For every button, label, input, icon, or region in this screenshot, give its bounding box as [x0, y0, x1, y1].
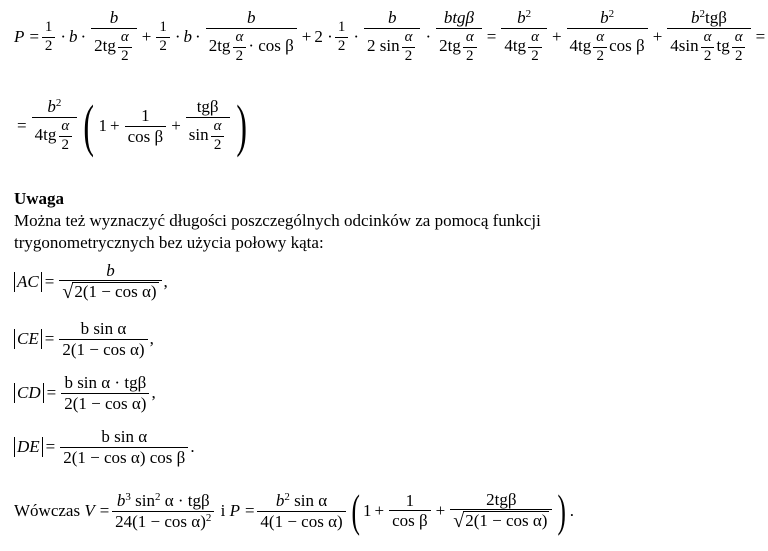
v-lhs: V = — [84, 501, 111, 520]
formula-p-line2: = $b^2$ 4tg $\frac{\alpha}{2}$ ( 1 + $\frac{1}{\text{cos β}}$ + tgβ sin $\frac{\alpha}{2}$ ) — [14, 80, 251, 172]
note-line1: Można też wyznaczyć długości poszczególnych odcinków za pomocą funkcji — [14, 211, 541, 230]
frac-p-final: $\frac{b^2 \sin \alpha}{\text{4(1 − cos α)}}$ — [257, 492, 345, 531]
frac-b2-4tg-cos: $b^2$ 4tg $\frac{\alpha}{2}$ cos β — [567, 9, 648, 64]
and-word: i — [220, 501, 226, 520]
ce-label: CE — [14, 329, 42, 349]
cd-label: CD — [14, 383, 44, 403]
ac-label: AC — [14, 272, 42, 292]
frac-b-2tg-cos: b 2tg $\frac{\alpha}{2}$ · cos β — [206, 9, 297, 64]
formula-p-line1: P = $\frac{1}{2}$ · b · b 2tg $\frac{\alpha}{2}$ + $\frac{1}{2}$ · b · b 2tg $\frac{\alpha}{2}$ · cos β + 2 · 1 2 · b 2 sin $\frac{\alpha}{2}$ · btgβ 2tg $\frac{\alpha}{2}$ = $b^2$ 4tg $\frac{\alpha}{2}$ + $b^2$ 4tg $\frac{\alpha}{2}$ cos β + $b^2tg\beta$ 4sin $\frac{\alpha}{2}$ tg $\frac{\alpha}{2}$ = — [14, 8, 766, 64]
p-lhs: P = — [14, 27, 40, 46]
frac-de: $\frac{\text{b sin α}}{\text{2(1 − cos α) cos β}}$ — [60, 428, 188, 467]
frac-v: $b^3$ $\sin^2 \alpha \cdot tg\beta$ $24(1 - \cos \alpha)^2$ — [112, 492, 214, 531]
formula-ac: AC = b √ 2(1 − cos α) , — [14, 256, 168, 308]
final-paren-group: ( 1 + $\frac{1}{\text{cos β}}$ + 2tgβ √ 2(1 − cos α) ) — [351, 485, 567, 537]
formula-final: Wówczas V = $b^3$ $\sin^2 \alpha \cdot tg\beta$ $24(1 - \cos \alpha)^2$ i P = $\frac{b^2 \sin \alpha}{\text{4(1 − cos α)}}$ ( 1 + $\frac{1}{\text{cos β}}$ + 2tgβ √ 2(1 − cos α) ) . — [14, 485, 575, 537]
p-final-lhs: P = — [229, 501, 256, 520]
frac-b2-4tg-factor: $b^2$ 4tg $\frac{\alpha}{2}$ — [32, 98, 78, 153]
frac-ce: $\frac{\text{b sin α}}{\text{2(1 − cos α)}}$ — [59, 320, 147, 359]
formula-ce: CE = $\frac{\text{b sin α}}{\text{2(1 − cos α)}}$ , — [14, 314, 154, 364]
formula-cd: CD = b sin α · tgβ 2(1 − cos α) , — [14, 368, 156, 418]
de-label: DE — [14, 437, 43, 457]
frac-half-3: 1 2 — [335, 20, 349, 55]
frac-half-2: $\frac{1}{2}$ — [156, 20, 170, 55]
frac-half-1: $\frac{1}{2}$ — [42, 20, 56, 55]
paren-group: ( 1 + $\frac{1}{\text{cos β}}$ + tgβ sin $\frac{\alpha}{2}$ ) — [83, 92, 247, 158]
frac-b2-4tg: $b^2$ 4tg $\frac{\alpha}{2}$ — [501, 9, 547, 64]
frac-b-2sin: b 2 sin $\frac{\alpha}{2}$ — [364, 9, 420, 64]
frac-b2tgb-4sin-tg: $b^2tg\beta$ 4sin $\frac{\alpha}{2}$ tg $\frac{\alpha}{2}$ — [667, 9, 750, 64]
frac-btgb-2tg: btgβ 2tg $\frac{\alpha}{2}$ — [436, 9, 482, 64]
final-prefix: Wówczas — [14, 501, 81, 520]
formula-de: DE = $\frac{\text{b sin α}}{\text{2(1 − cos α) cos β}}$ . — [14, 422, 195, 472]
note-line2: trygonometrycznych bez użycia połowy kąta: — [14, 233, 324, 252]
frac-b-2tg: b 2tg $\frac{\alpha}{2}$ — [91, 9, 137, 64]
frac-cd: b sin α · tgβ 2(1 − cos α) — [61, 374, 149, 413]
frac-ac: b √ 2(1 − cos α) — [59, 262, 161, 303]
note-heading: Uwaga — [14, 189, 65, 208]
